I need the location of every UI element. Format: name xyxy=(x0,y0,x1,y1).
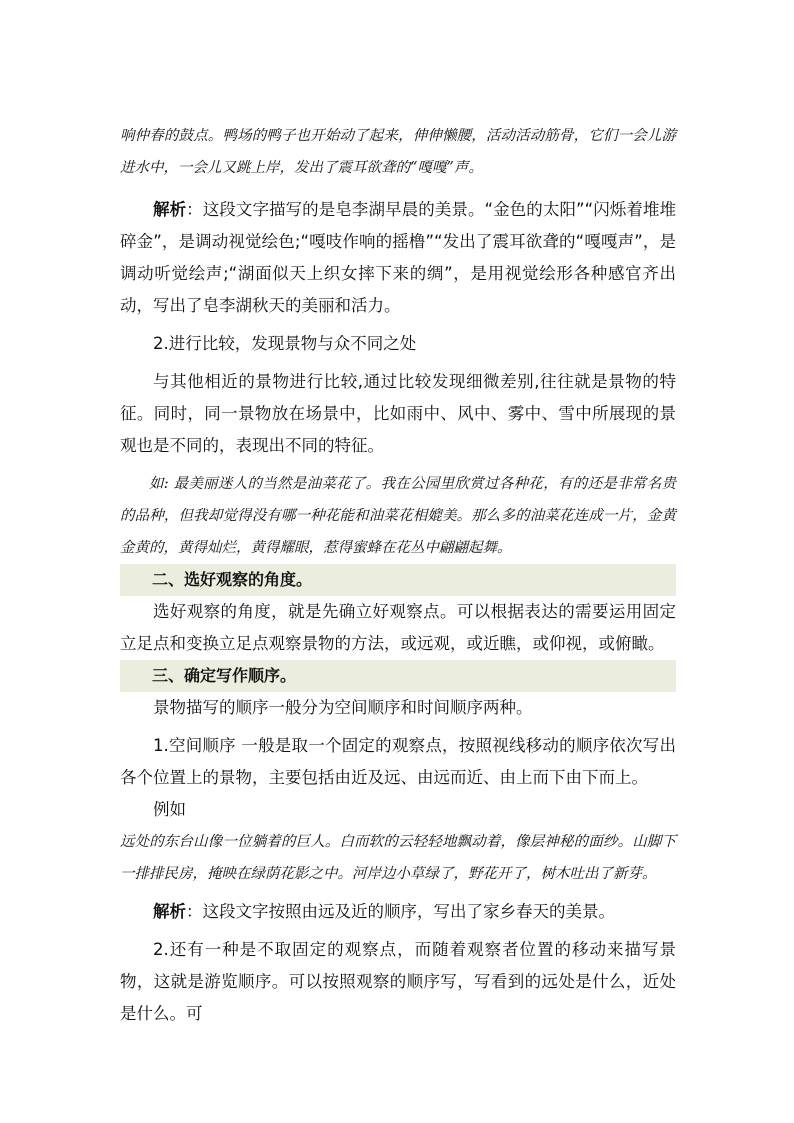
section-heading-order: 三、确定写作顺序。 xyxy=(120,660,676,692)
subheading-compare: 2.进行比较，发现景物与众不同之处 xyxy=(153,334,417,353)
analysis-text-2: ：这段文字按照由远及近的顺序，写出了家乡春天的美景。 xyxy=(186,902,615,921)
section-heading-angle: 二、选好观察的角度。 xyxy=(120,564,676,596)
document-page xyxy=(120,120,676,1030)
example-label: 例如 xyxy=(153,800,186,819)
tour-order-paragraph: 2.还有一种是不取固定的观察点，而随着观察者位置的移动来描写景物，这就是游览顺序。可以按照观察的顺序写，写看到的远处是什么，近处是什么。可 xyxy=(120,940,676,1023)
analysis-paragraph-2 xyxy=(120,896,676,928)
analysis-label-2: 解析 xyxy=(153,902,186,921)
analysis-paragraph xyxy=(120,194,676,322)
example-passage-mountain: 远处的东台山像一位躺着的巨人。白而软的云轻轻地飘动着，像层神秘的面纱。山脚下一排排民房，掩映在绿荫花影之中。河岸边小草绿了，野花开了，树木吐出了新芽。 xyxy=(120,834,676,882)
analysis-label: 解析 xyxy=(153,200,187,219)
example-passage-continued: 响仲春的鼓点。鸭场的鸭子也开始动了起来，伸伸懒腰，活动活动筋骨，它们一会儿游进水中，一会儿又跳上岸，发出了震耳欲聋的“嘎嘎”声。 xyxy=(120,128,676,176)
angle-paragraph: 选好观察的角度，就是先确立好观察点。可以根据表达的需要运用固定立足点和变换立足点观察景物的方法，或远观，或近瞧，或仰视，或俯瞰。 xyxy=(120,602,676,653)
analysis-text: ：这段文字描写的是皂李湖早晨的美景。“金色的太阳”“闪烁着堆堆碎金”，是调动视觉绘色;“嘎吱作响的摇橹”“发出了震耳欲聋的“嘎嘎声”，是调动听觉绘声;“湖面似天上织女摔下来的绸”，是用视觉绘形各种感官齐出动，写出了皂李湖秋天的美丽和活力。 xyxy=(120,200,676,315)
compare-paragraph: 与其他相近的景物进行比较,通过比较发现细微差别,往往就是景物的特征。同时，同一景物放在场景中，比如雨中、风中、雾中、雪中所展现的景观也是不同的，表现出不同的特征。 xyxy=(120,372,676,455)
order-paragraph: 景物描写的顺序一般分为空间顺序和时间顺序两种。 xyxy=(153,698,533,717)
spatial-order-paragraph: 1.空间顺序 一般是取一个固定的观察点，按照视线移动的顺序依次写出各个位置上的景物，主要包括由近及远、由远而近、由上而下由下而上。 xyxy=(120,736,676,787)
example-passage-rapeseed: 如: 最美丽迷人的当然是油菜花了。我在公园里欣赏过各种花，有的还是非常名贵的品种，但我却觉得没有哪一种花能和油菜花相媲美。那么多的油菜花连成一片，金黄金黄的，黄得灿烂，黄得耀眼，惹得蜜蜂在花丛中翩翩起舞。 xyxy=(120,476,676,556)
